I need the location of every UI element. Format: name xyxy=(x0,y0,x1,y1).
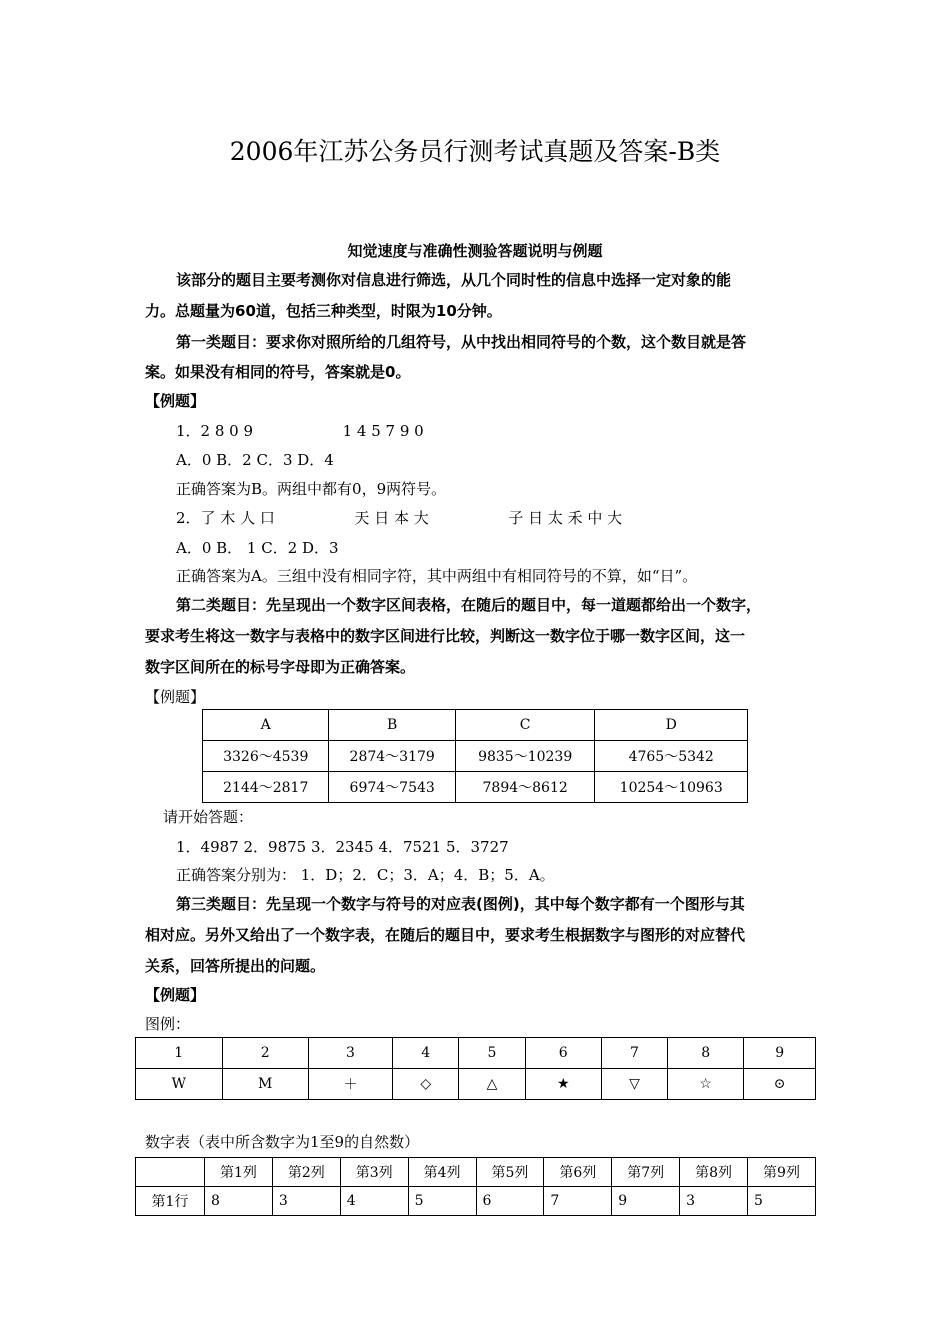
numtable-row-header: 第1行 xyxy=(136,1187,205,1216)
number-table-header xyxy=(136,1158,816,1187)
example-label-3: 【例题】 xyxy=(145,986,206,1004)
range-header-d: D xyxy=(595,710,748,741)
numtable-col-header: 第3列 xyxy=(340,1158,408,1187)
range-header-b: B xyxy=(329,710,455,741)
legend-symbol: △ xyxy=(459,1069,525,1100)
numtable-cell: 6 xyxy=(476,1187,544,1216)
numtable-cell: 5 xyxy=(748,1187,816,1216)
legend-number: 5 xyxy=(459,1038,525,1069)
range-table-header xyxy=(203,710,748,741)
table-row xyxy=(203,741,748,772)
range-header-c: C xyxy=(455,710,595,741)
intro-line-2: 力。总题量为60道，包括三种类型，时限为10分钟。 xyxy=(145,302,502,320)
example-1-group-2: 1 4 5 7 9 0 xyxy=(342,422,424,440)
numtable-col-header: 第5列 xyxy=(476,1158,544,1187)
example-2-question xyxy=(176,507,622,528)
range-cell: 3326～4539 xyxy=(203,741,329,772)
range-cell: 7894～8612 xyxy=(455,772,595,803)
numtable-cell: 5 xyxy=(408,1187,476,1216)
legend-number: 4 xyxy=(393,1038,459,1069)
range-cell: 4765～5342 xyxy=(595,741,748,772)
example-1-answer: 正确答案为B。两组中都有0，9两符号。 xyxy=(176,480,447,498)
numtable-col-header: 第8列 xyxy=(680,1158,748,1187)
example-2-group-2: 天 日 本 大 xyxy=(354,509,429,527)
legend-number: 6 xyxy=(525,1038,601,1069)
legend-number: 3 xyxy=(308,1038,392,1069)
example-label-2: 【例题】 xyxy=(145,688,206,706)
legend-symbol: ▽ xyxy=(601,1069,667,1100)
numtable-cell: 3 xyxy=(680,1187,748,1216)
example-2-group-3: 子 日 太 禾 中 大 xyxy=(508,509,623,527)
range-cell: 2144～2817 xyxy=(203,772,329,803)
section-heading: 知觉速度与准确性测验答题说明与例题 xyxy=(347,242,603,260)
intro-line-1: 该部分的题目主要考测你对信息进行筛选，从几个同时性的信息中选择一定对象的能 xyxy=(176,271,732,289)
legend-symbol: ＋ xyxy=(308,1069,392,1100)
type2-line-3: 数字区间所在的标号字母即为正确答案。 xyxy=(145,658,416,676)
example-1-options: A．0 B．2 C．3 D．4 xyxy=(176,451,334,469)
legend-number: 1 xyxy=(136,1038,223,1069)
type3-line-3: 关系，回答所提出的问题。 xyxy=(145,957,326,975)
legend-symbol: W xyxy=(136,1069,223,1100)
table-row xyxy=(203,772,748,803)
example-2-group-1: 2．了 木 人 口 xyxy=(176,509,275,527)
question-answers: 正确答案分别为： 1．D；2．C；3．A；4．B；5．A。 xyxy=(176,866,555,884)
numtable-cell: 8 xyxy=(205,1187,273,1216)
legend-symbol: M xyxy=(222,1069,308,1100)
numtable-col-header: 第1列 xyxy=(205,1158,273,1187)
range-table xyxy=(202,709,748,803)
legend-symbol: ★ xyxy=(525,1069,601,1100)
question-list: 1．4987 2．9875 3．2345 4．7521 5．3727 xyxy=(176,838,509,856)
example-1-group-1: 1．2 8 0 9 xyxy=(176,422,254,440)
example-label: 【例题】 xyxy=(145,392,206,410)
legend-symbol-row xyxy=(136,1069,816,1100)
legend-number: 9 xyxy=(744,1038,816,1069)
legend-symbol: ☆ xyxy=(668,1069,744,1100)
legend-number: 8 xyxy=(668,1038,744,1069)
type3-line-2: 相对应。另外又给出了一个数字表，在随后的题目中，要求考生根据数字与图形的对应替代 xyxy=(145,926,746,944)
table-row xyxy=(136,1187,816,1216)
example-2-options: A．0 B． 1 C．2 D．3 xyxy=(176,539,339,557)
legend-symbol: ◇ xyxy=(393,1069,459,1100)
legend-label: 图例： xyxy=(145,1015,191,1033)
numtable-col-header: 第7列 xyxy=(612,1158,680,1187)
range-header-a: A xyxy=(203,710,329,741)
numtable-label: 数字表（表中所含数字为1至9的自然数） xyxy=(145,1133,420,1151)
numtable-col-header: 第9列 xyxy=(748,1158,816,1187)
range-cell: 2874～3179 xyxy=(329,741,455,772)
numtable-corner xyxy=(136,1158,205,1187)
page-title: 2006年江苏公务员行测考试真题及答案-B类 xyxy=(229,137,721,166)
type2-line-2: 要求考生将这一数字与表格中的数字区间进行比较，判断这一数字位于哪一数字区间，这一 xyxy=(145,627,746,645)
numtable-col-header: 第2列 xyxy=(272,1158,340,1187)
legend-number-row xyxy=(136,1038,816,1069)
start-prompt: 请开始答题： xyxy=(163,808,254,826)
example-2-answer: 正确答案为A。三组中没有相同字符，其中两组中有相同符号的不算，如“日”。 xyxy=(176,567,698,585)
numtable-cell: 7 xyxy=(544,1187,612,1216)
numtable-col-header: 第6列 xyxy=(544,1158,612,1187)
type1-line-1: 第一类题目：要求你对照所给的几组符号，从中找出相同符号的个数，这个数目就是答 xyxy=(176,333,747,351)
range-cell: 9835～10239 xyxy=(455,741,595,772)
type1-line-2: 案。如果没有相同的符号，答案就是0。 xyxy=(145,363,411,381)
range-cell: 6974～7543 xyxy=(329,772,455,803)
number-table xyxy=(135,1157,816,1216)
example-1-question xyxy=(176,420,424,441)
legend-number: 2 xyxy=(222,1038,308,1069)
numtable-col-header: 第4列 xyxy=(408,1158,476,1187)
legend-number: 7 xyxy=(601,1038,667,1069)
numtable-cell: 4 xyxy=(340,1187,408,1216)
numtable-cell: 9 xyxy=(612,1187,680,1216)
type2-line-1: 第二类题目：先呈现出一个数字区间表格，在随后的题目中，每一道题都给出一个数字， xyxy=(176,596,762,614)
range-cell: 10254～10963 xyxy=(595,772,748,803)
legend-symbol: ⊙ xyxy=(744,1069,816,1100)
legend-table xyxy=(135,1037,816,1100)
type3-line-1: 第三类题目：先呈现一个数字与符号的对应表(图例)，其中每个数字都有一个图形与其 xyxy=(176,895,745,913)
numtable-cell: 3 xyxy=(272,1187,340,1216)
